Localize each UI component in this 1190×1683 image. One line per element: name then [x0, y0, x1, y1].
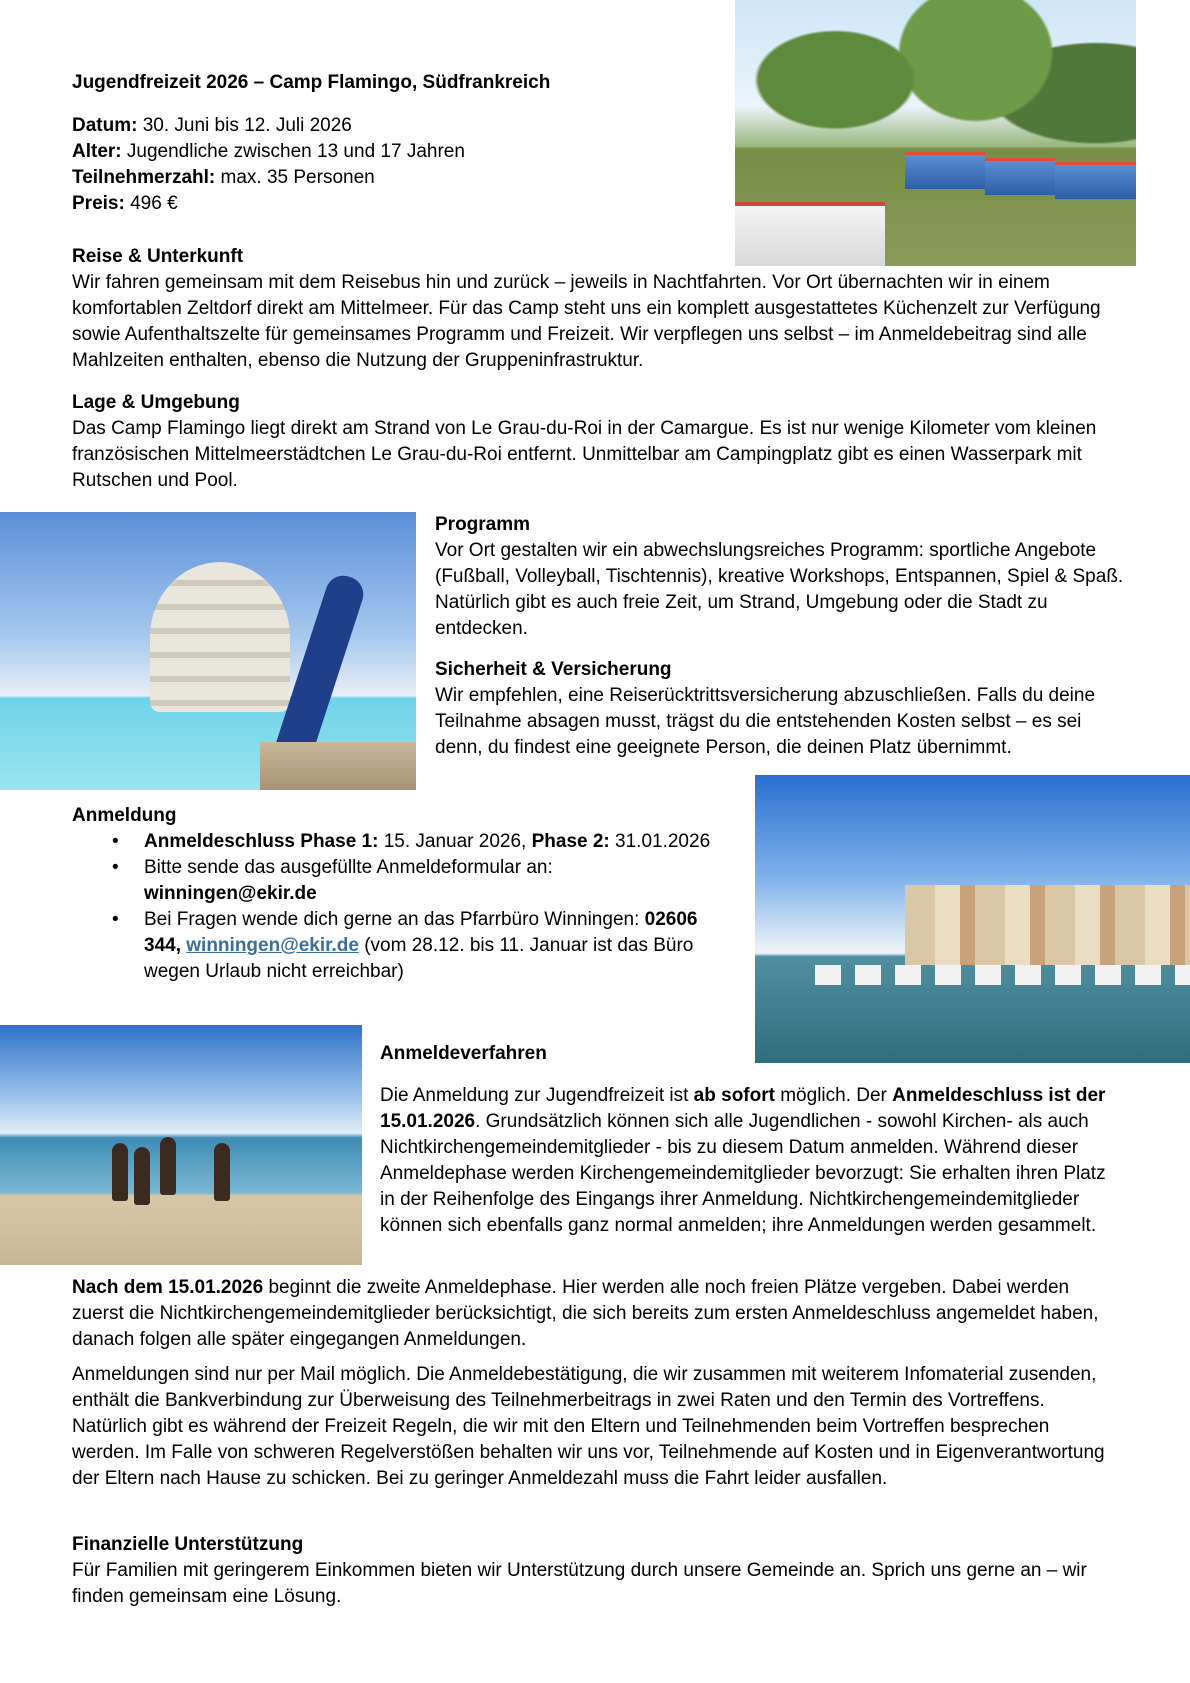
harbor-boats-shape [815, 965, 1190, 985]
tent-shape [905, 152, 985, 189]
section-finanz [72, 1532, 1122, 1610]
kid-shape [112, 1143, 128, 1201]
kid-shape [160, 1137, 176, 1195]
list-item: • Bei Fragen wende dich gerne an das Pfarrbüro Winningen: 02606 344, winningen@ekir.de (vom 28.12. bis 11. Januar ist das Büro wegen Urlaub nicht erreichbar) [72, 907, 727, 985]
kid-shape [214, 1143, 230, 1201]
section-text: Das Camp Flamingo liegt direkt am Strand von Le Grau-du-Roi in der Camargue. Es ist nur wenige Kilometer vom kleinen französischen Mittelmeerstädtchen Le Grau-du-Roi entfernt. Unmittelbar am Campingplatz gibt es einen Wasserpark mit Rutschen und Pool. [72, 418, 1097, 491]
harbor-town-shape [905, 885, 1190, 965]
section-heading: Programm [435, 514, 531, 535]
section-heading: Anmeldeverfahren [380, 1043, 547, 1064]
beach-kids-photo [0, 1025, 362, 1265]
slide-tower-shape [150, 562, 290, 712]
verfahren-paragraph-1: Die Anmeldung zur Jugendfreizeit ist ab sofort möglich. Der Anmeldeschluss ist der 15.01.2026. Grundsätzlich können sich alle Jugendlichen - sowohl Kirchen- als auch Nichtkirchengemeindemitglieder - bis zu diesem Datum anmelden. Während dieser Anmeldephase werden Kirchengemeindemitglieder bevorzugt: Sie erhalten ihren Platz in der Reihenfolge des Eingangs ihrer Anmeldung. Nichtkirchengemeindemitglieder können sich ebenfalls ganz normal anmelden; ihre Anmeldungen werden gesammelt. [380, 1085, 1106, 1236]
tent-shape [1055, 162, 1136, 199]
section-programm [435, 512, 1125, 642]
harbor-photo [755, 775, 1190, 1063]
section-text: Wir fahren gemeinsam mit dem Reisebus hin und zurück – jeweils in Nachtfahrten. Vor Ort übernachten wir in einem komfortablen Zeltdorf direkt am Mittelmeer. Für das Camp steht uns ein komplett ausgestattetes Küchenzelt zur Verfügung sowie Aufenthaltszelte für gemeinsames Programm und Freizeit. Wir verpflegen uns selbst – im Anmeldebeitrag sind alle Mahlzeiten enthalten, ebenso die Nutzung der Gruppeninfrastruktur. [72, 272, 1101, 371]
fact-price: Preis: 496 € [72, 193, 178, 214]
waterslide-photo [0, 512, 416, 790]
section-heading: Lage & Umgebung [72, 392, 240, 413]
fact-age: Alter: Jugendliche zwischen 13 und 17 Jahren [72, 141, 465, 162]
pool-deck-shape [260, 742, 416, 790]
tent-shape [985, 158, 1055, 195]
section-reise [72, 244, 1122, 374]
section-heading: Finanzielle Unterstützung [72, 1534, 304, 1555]
verfahren-paragraph-2: Nach dem 15.01.2026 beginnt die zweite Anmeldephase. Hier werden alle noch freien Plätze vergeben. Dabei werden zuerst die Nichtkirchengemeindemitglieder berücksichtigt, die sich bereits zum ersten Anmeldeschluss angemeldet haben, danach folgen alle später eingegangen Anmeldungen. [72, 1277, 1099, 1350]
page-title: Jugendfreizeit 2026 – Camp Flamingo, Südfrankreich [72, 72, 551, 93]
camp-tents-photo [735, 0, 1136, 266]
anmeldung-list [72, 829, 727, 985]
section-text: Vor Ort gestalten wir ein abwechslungsreiches Programm: sportliche Angebote (Fußball, Volleyball, Tischtennis), kreative Workshops, Entspannen, Spiel & Spaß. Natürlich gibt es auch freie Zeit, um Strand, Umgebung oder die Stadt zu entdecken. [435, 540, 1124, 639]
verfahren-continued [72, 1275, 1122, 1492]
fact-participants: Teilnehmerzahl: max. 35 Personen [72, 167, 375, 188]
list-item: • Anmeldeschluss Phase 1: 15. Januar 2026, Phase 2: 31.01.2026 [72, 829, 727, 855]
facts-block [72, 113, 712, 217]
section-sicherheit [435, 657, 1125, 761]
kid-shape [134, 1147, 150, 1205]
section-anmeldung [72, 803, 727, 985]
fact-date: Datum: 30. Juni bis 12. Juli 2026 [72, 115, 352, 136]
section-heading: Sicherheit & Versicherung [435, 659, 672, 680]
section-verfahren [380, 1041, 1120, 1239]
section-lage [72, 390, 1122, 494]
section-text: Wir empfehlen, eine Reiserücktrittsversicherung abzuschließen. Falls du deine Teilnahme absagen musst, trägst du die entstehenden Kosten selbst – es sei denn, du findest eine geeignete Person, die deinen Platz übernimmt. [435, 685, 1096, 758]
section-heading: Anmeldung [72, 805, 177, 826]
section-heading: Reise & Unterkunft [72, 246, 244, 267]
list-item: • Bitte sende das ausgefüllte Anmeldeformular an: winningen@ekir.de [72, 855, 727, 907]
email-link[interactable]: winningen@ekir.de [186, 935, 359, 956]
verfahren-paragraph-3: Anmeldungen sind nur per Mail möglich. Die Anmeldebestätigung, die wir zusammen mit weiterem Infomaterial zusenden, enthält die Bankverbindung zur Überweisung des Teilnehmerbeitrags in zwei Raten und den Termin des Vortreffens. Natürlich gibt es während der Freizeit Regeln, die wir mit den Eltern und Teilnehmenden beim Vortreffen besprechen werden. Im Falle von schweren Regelverstößen behalten wir uns vor, Teilnehmende auf Kosten und in Eigenverantwortung der Eltern nach Hause zu schicken. Bei zu geringer Anmeldezahl muss die Fahrt leider ausfallen. [72, 1364, 1105, 1489]
section-text: Für Familien mit geringerem Einkommen bieten wir Unterstützung durch unsere Gemeinde an. Sprich uns gerne an – wir finden gemeinsam eine Lösung. [72, 1560, 1087, 1607]
